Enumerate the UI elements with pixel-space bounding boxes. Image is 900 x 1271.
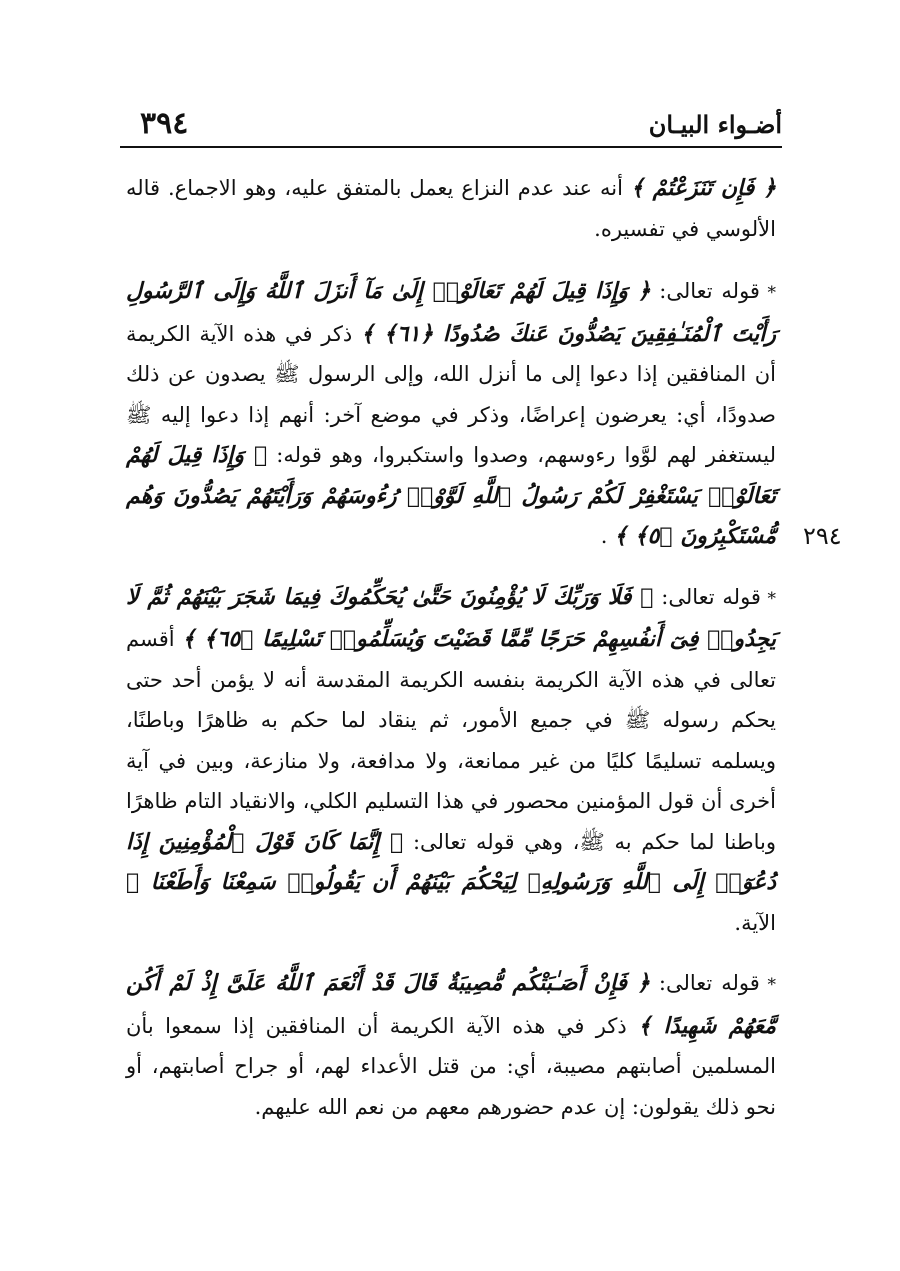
star-ornament: * — [759, 283, 776, 303]
margin-page-marker: ٢٩٤ — [803, 522, 842, 550]
paragraph-text: . — [600, 524, 615, 548]
star-ornament: * — [760, 588, 776, 609]
paragraph-text: ذكر في هذه الآية الكريمة أن المنافقين إذا دعوا إلى ما أنزل الله، وإلى الرسول ﷺ يصدون عن ذلك صدودًا، أي: يعرضون إعراضًا، وذكر في موضع آخر: أنهم إذا دعوا إليه ﷺ ليستغفر لهم لوَّوا رءوسهم، وصدوا واستكبروا، وهو قوله: — [126, 321, 776, 467]
paragraph-text: أقسم تعالى في هذه الآية الكريمة بنفسه الكريمة المقدسة أنه لا يؤمن أحد حتى يحكم رسوله ﷺ في جميع الأمور، ثم ينقاد لما حكم به ظاهرًا وباطنًا، ويسلمه تسليمًا كليًا من غير ممانعة، ولا مدافعة، ولا منازعة، وبين في آية أخرى أن قول المؤمنين محصور في هذا التسليم الكلي، والانقياد التام ظاهرًا وباطنا لما حكم به ﷺ، وهي قوله تعالى: — [126, 627, 776, 854]
verse-intro: قوله تعالى: — [653, 584, 761, 609]
quran-verse: ﴿ وَإِذَا قِيلَ لَهُمْ تَعَالَوْا۟ يَسْتَغْفِرْ لَكُمْ رَسُولُ ٱللَّهِ لَوَّوْا۟ رُءُوسَهُمْ وَرَأَيْتَهُمْ يَصُدُّونَ وَهُم مُّسْتَكْبِرُونَ ﴿٥﴾ ﴾ — [126, 442, 776, 549]
star-ornament: * — [759, 975, 777, 995]
paragraph-4 — [126, 963, 776, 1127]
page-header — [120, 100, 782, 146]
running-title: أضـواء البيـان — [648, 110, 782, 139]
paragraph-3 — [126, 577, 776, 944]
quran-verse: ﴿ فَلَا وَرَبِّكَ لَا يُؤْمِنُونَ حَتَّىٰ يُحَكِّمُوكَ فِيمَا شَجَرَ بَيْنَهُمْ ثُمَّ لَا يَجِدُوا۟ فِىٓ أَنفُسِهِمْ حَرَجًا مِّمَّا قَضَيْتَ وَيُسَلِّمُوا۟ تَسْلِيمًا ﴿٦٥﴾ ﴾ — [126, 583, 776, 652]
quran-verse: ﴿ فَإِن تَنَزَعْتُمْ ﴾ — [630, 175, 776, 201]
page-number: ٣٩٤ — [140, 106, 189, 141]
quran-verse: ﴿ وَإِذَا قِيلَ لَهُمْ تَعَالَوْا۟ إِلَىٰ مَآ أَنزَلَ ٱللَّهُ وَإِلَى ٱلرَّسُولِ رَأَيْتَ ٱلْمُنَـٰفِقِينَ يَصُدُّونَ عَنكَ صُدُودًا ﴿٦١﴾ ﴾ — [126, 278, 776, 347]
verse-intro: قوله تعالى: — [649, 971, 760, 995]
header-divider — [120, 146, 782, 148]
paragraph-2 — [126, 271, 776, 557]
paragraph-text: ذكر في هذه الآية الكريمة أن المنافقين إذا سمعوا بأن المسلمين أصابتهم مصيبة، أي: من قتل الأعداء لهم، أو جراح أصابتهم، أو نحو ذلك يقولون: إن عدم حضورهم معهم من نعم الله عليهم. — [126, 1013, 776, 1119]
page-body — [126, 168, 776, 1147]
paragraph-text: أنه عند عدم النزاع يعمل بالمتفق عليه، وهو الاجماع. قاله الألوسي في تفسيره. — [126, 176, 776, 241]
quran-verse: ﴿ إِنَّمَا كَانَ قَوْلَ ٱلْمُؤْمِنِينَ إِذَا دُعُوٓا۟ إِلَى ٱللَّهِ وَرَسُولِهِۦ لِيَحْكُمَ بَيْنَهُمْ أَن يَقُولُوا۟ سَمِعْنَا وَأَطَعْنَا ﴾ — [126, 828, 776, 895]
quran-verse: ﴿ فَإِنْ أَصَـٰبَتْكُم مُّصِيبَةٌ قَالَ قَدْ أَنْعَمَ ٱللَّهُ عَلَىَّ إِذْ لَمْ أَكُن مَّعَهُمْ شَهِيدًا ﴾ — [126, 970, 776, 1039]
verse-intro: قوله تعالى: — [650, 279, 760, 303]
paragraph-text: الآية. — [734, 910, 776, 935]
paragraph-1 — [126, 168, 776, 249]
